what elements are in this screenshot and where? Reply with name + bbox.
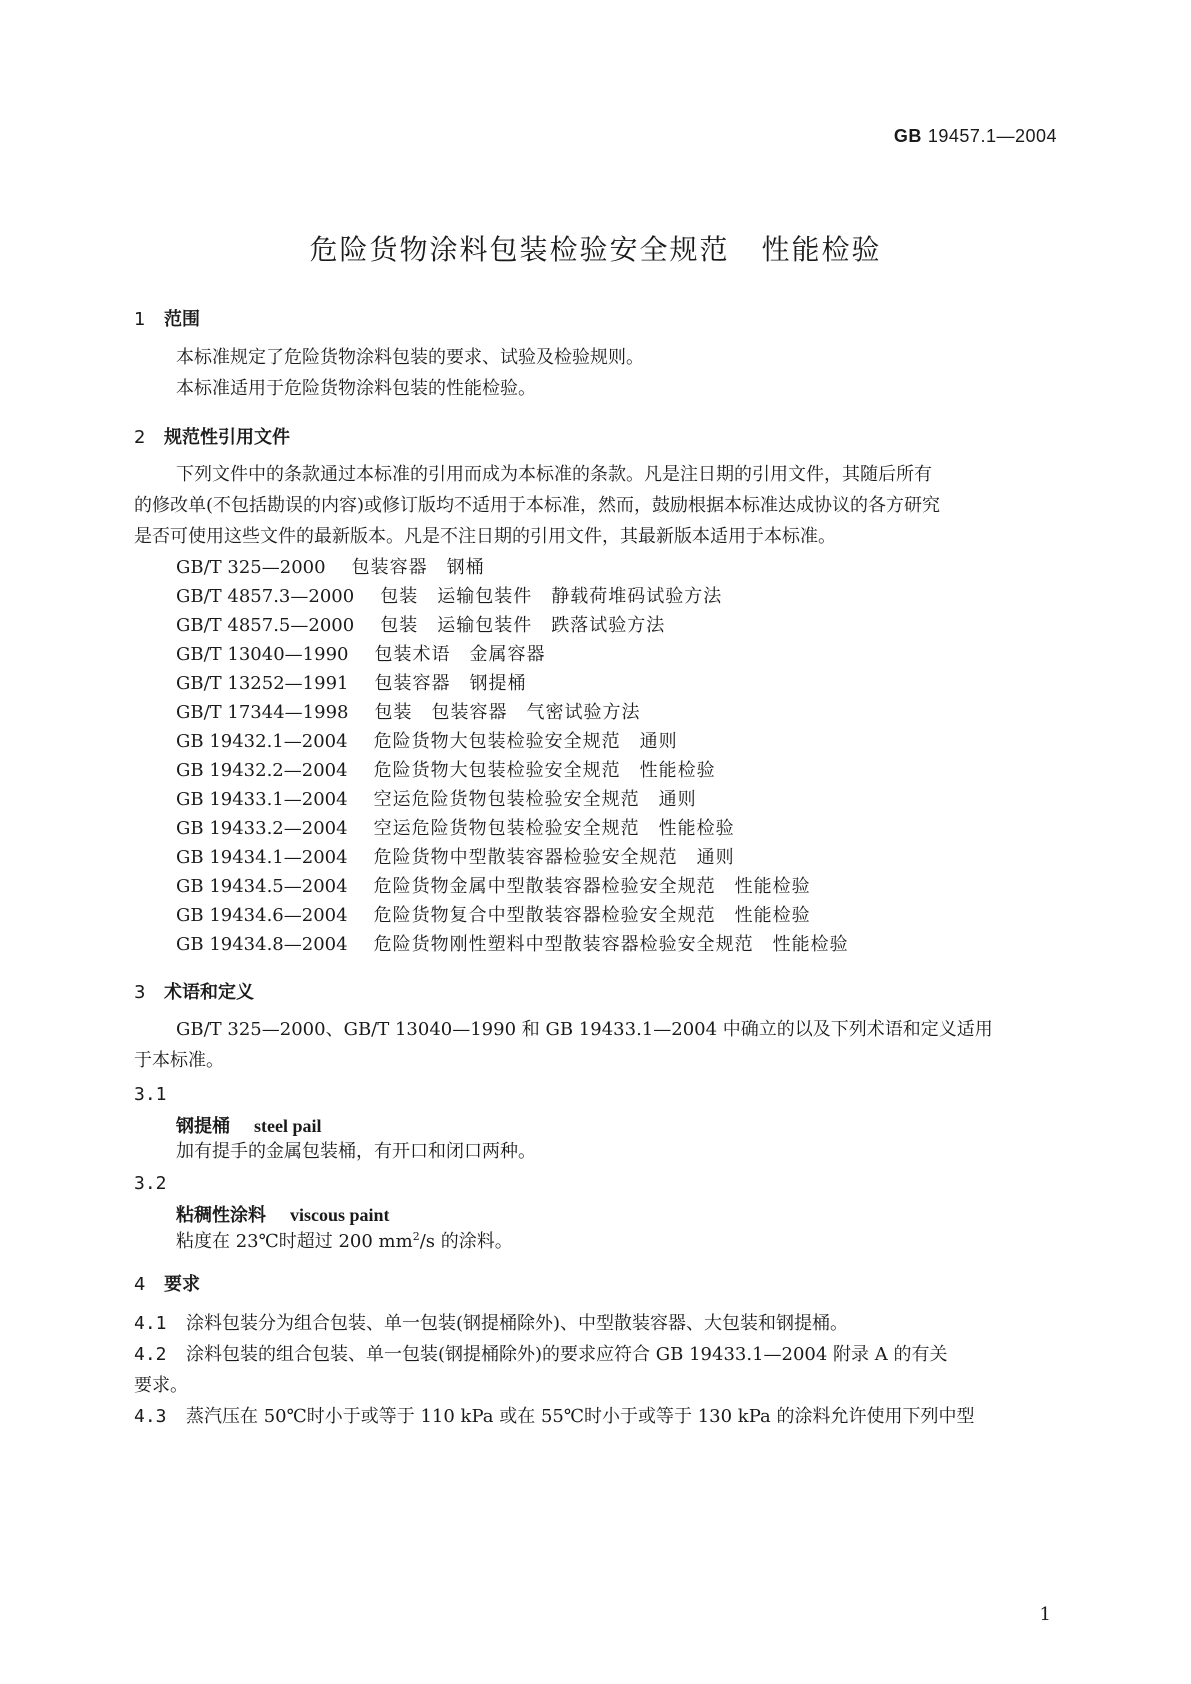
reference-item: [176, 814, 735, 840]
reference-title: 包装容器 钢桶: [351, 557, 485, 578]
reference-item: [176, 727, 678, 753]
reference-title: 包装 包装容器 气密试验方法: [374, 702, 641, 723]
reference-item: [176, 582, 722, 608]
reference-code: GB/T 325—2000: [176, 557, 326, 578]
section-3-heading: [134, 978, 254, 1004]
term-chinese: 粘稠性涂料: [176, 1205, 266, 1226]
section-1-para-2: 本标准适用于危险货物涂料包装的性能检验。: [176, 378, 536, 399]
reference-code: GB/T 13252—1991: [176, 673, 349, 694]
section-2-intro-line-3: 是否可使用这些文件的最新版本。凡是不注日期的引用文件，其最新版本适用于本标准。: [134, 526, 836, 547]
reference-title: 危险货物刚性塑料中型散装容器检验安全规范 性能检验: [373, 934, 849, 955]
reference-item: [176, 698, 640, 724]
clause-4-2-line-1: [134, 1339, 948, 1371]
reference-item: [176, 553, 485, 579]
section-4-heading: [134, 1270, 200, 1296]
reference-title: 危险货物大包装检验安全规范 性能检验: [373, 760, 716, 781]
section-2-intro-line-2: 的修改单(不包括勘误的内容)或修订版均不适用于本标准，然而，鼓励根据本标准达成协议的各方研究: [134, 495, 941, 516]
section-number: 4: [134, 1274, 146, 1295]
reference-code: GB 19434.5—2004: [176, 876, 348, 897]
section-1-para-1: 本标准规定了危险货物涂料包装的要求、试验及检验规则。: [176, 347, 644, 368]
reference-title: 包装术语 金属容器: [374, 644, 546, 665]
title-part: 性能检验: [761, 233, 882, 266]
reference-title: 包装 运输包装件 静载荷堆码试验方法: [380, 586, 723, 607]
term-english: viscous paint: [290, 1205, 390, 1225]
term-number: 3.2: [134, 1173, 167, 1194]
reference-title: 危险货物大包装检验安全规范 通则: [373, 731, 678, 752]
clause-number: 4.3: [134, 1406, 167, 1427]
term-heading: [176, 1112, 322, 1138]
section-3-intro-line-1: GB/T 325—2000、GB/T 13040—1990 和 GB 19433.1—2004 中确立的以及下列术语和定义适用: [176, 1019, 993, 1040]
standard-code: 19457.1—2004: [927, 126, 1057, 146]
section-title: 规范性引用文件: [164, 427, 290, 448]
clause-number: 4.2: [134, 1344, 167, 1365]
clause-text: 涂料包装分为组合包装、单一包装(钢提桶除外)、中型散装容器、大包装和钢提桶。: [186, 1313, 849, 1334]
reference-title: 危险货物中型散装容器检验安全规范 通则: [373, 847, 735, 868]
standard-prefix: GB: [893, 126, 922, 146]
reference-code: GB/T 13040—1990: [176, 644, 349, 665]
term-definition: [176, 1226, 513, 1258]
reference-item: [176, 930, 849, 956]
reference-item: [176, 669, 526, 695]
term-definition: 加有提手的金属包装桶，有开口和闭口两种。: [176, 1141, 536, 1162]
reference-item: [176, 872, 811, 898]
definition-text: 粘度在 23℃时超过 200 mm: [176, 1231, 413, 1252]
reference-title: 包装容器 钢提桶: [374, 673, 527, 694]
section-title: 范围: [164, 309, 200, 330]
reference-item: [176, 756, 716, 782]
section-3-intro-line-2: 于本标准。: [134, 1050, 224, 1071]
reference-code: GB 19434.1—2004: [176, 847, 348, 868]
section-1-heading: [134, 305, 200, 331]
reference-title: 包装 运输包装件 跌落试验方法: [380, 615, 666, 636]
reference-title: 空运危险货物包装检验安全规范 通则: [373, 789, 697, 810]
section-title: 要求: [164, 1274, 200, 1295]
page-number: 1: [1039, 1604, 1051, 1625]
term-chinese: 钢提桶: [176, 1116, 230, 1137]
term-english: steel pail: [254, 1116, 322, 1136]
clause-number: 4.1: [134, 1313, 167, 1334]
definition-text: /s 的涂料。: [419, 1231, 513, 1252]
reference-item: [176, 640, 545, 666]
section-2-intro-line-1: 下列文件中的条款通过本标准的引用而成为本标准的条款。凡是注日期的引用文件，其随后所有: [176, 464, 932, 485]
reference-code: GB 19432.2—2004: [176, 760, 348, 781]
reference-title: 危险货物复合中型散装容器检验安全规范 性能检验: [373, 905, 811, 926]
reference-item: [176, 785, 697, 811]
standard-number: [894, 126, 1057, 147]
reference-code: GB 19434.6—2004: [176, 905, 348, 926]
term-heading: [176, 1201, 390, 1227]
section-2-heading: [134, 423, 290, 449]
clause-4-1: [134, 1308, 848, 1340]
reference-item: [176, 611, 665, 637]
term-number: 3.1: [134, 1084, 167, 1105]
reference-code: GB 19434.8—2004: [176, 934, 348, 955]
reference-code: GB/T 4857.3—2000: [176, 586, 355, 607]
title-main: 危险货物涂料包装检验安全规范: [309, 233, 730, 266]
reference-item: [176, 901, 811, 927]
superscript: 2: [412, 1230, 420, 1243]
reference-code: GB 19433.2—2004: [176, 818, 348, 839]
clause-text: 蒸汽压在 50℃时小于或等于 110 kPa 或在 55℃时小于或等于 130 kPa 的涂料允许使用下列中型: [186, 1406, 975, 1427]
reference-title: 危险货物金属中型散装容器检验安全规范 性能检验: [373, 876, 811, 897]
clause-text: 涂料包装的组合包装、单一包装(钢提桶除外)的要求应符合 GB 19433.1—2004 附录 A 的有关: [186, 1344, 948, 1365]
clause-4-2-line-2: 要求。: [134, 1375, 188, 1396]
document-title: [0, 228, 1191, 268]
section-number: 1: [134, 309, 146, 330]
section-number: 3: [134, 982, 146, 1003]
section-title: 术语和定义: [164, 982, 254, 1003]
reference-code: GB 19433.1—2004: [176, 789, 348, 810]
section-number: 2: [134, 427, 146, 448]
reference-code: GB/T 4857.5—2000: [176, 615, 355, 636]
reference-item: [176, 843, 735, 869]
reference-code: GB 19432.1—2004: [176, 731, 348, 752]
clause-4-3: [134, 1401, 974, 1433]
reference-title: 空运危险货物包装检验安全规范 性能检验: [373, 818, 735, 839]
reference-code: GB/T 17344—1998: [176, 702, 349, 723]
